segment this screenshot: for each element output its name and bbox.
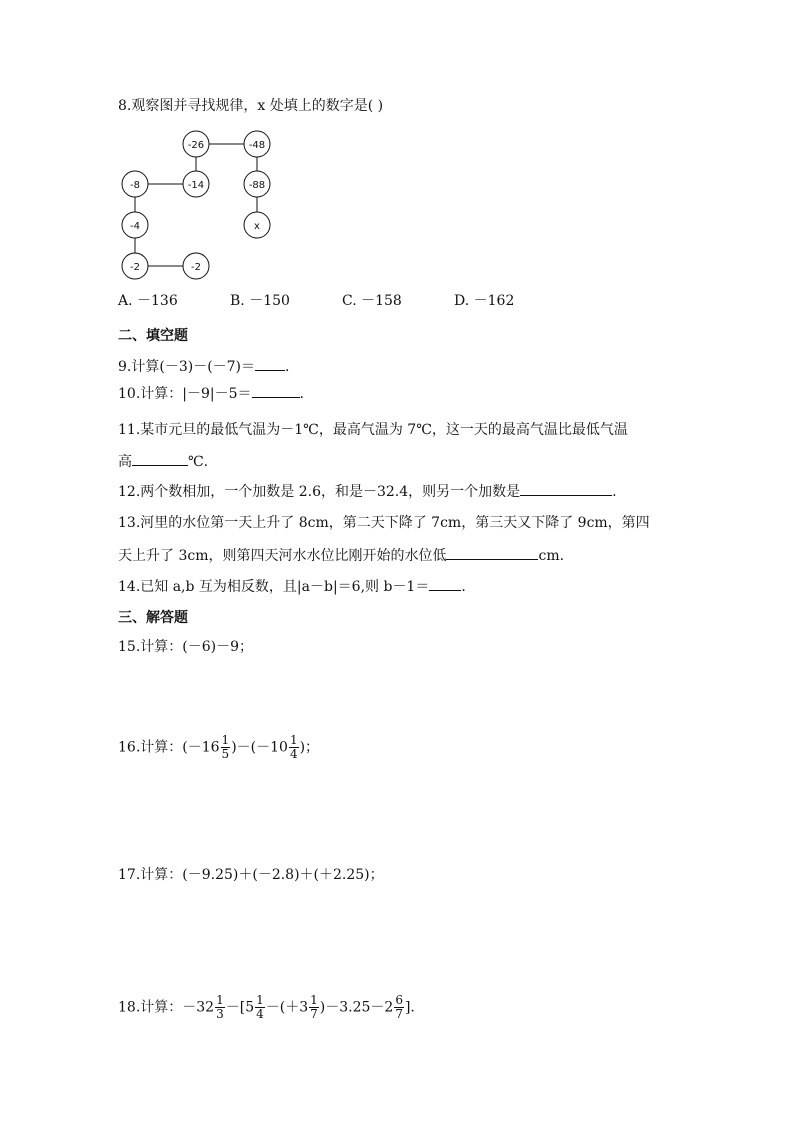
node-label: -8 (130, 180, 140, 191)
q9-end: . (285, 359, 290, 375)
fraction (215, 994, 225, 1021)
q11-end: ℃. (188, 454, 209, 470)
node-label: -4 (130, 221, 140, 232)
node-label: -26 (187, 140, 205, 151)
node-label: x (254, 221, 260, 232)
q18-part: －(＋3 (265, 999, 309, 1016)
option-a: A. －136 (118, 293, 178, 309)
fraction (309, 994, 319, 1021)
option-d: D. －162 (454, 293, 515, 309)
fraction (289, 734, 299, 761)
fraction-numerator: 1 (221, 733, 230, 747)
option-c: C. －158 (342, 293, 402, 309)
fraction-denominator: 3 (216, 1007, 224, 1021)
fraction-numerator: 1 (216, 993, 224, 1007)
node-label: -48 (248, 140, 266, 151)
q14 (118, 576, 466, 597)
fraction-denominator: 7 (310, 1007, 318, 1021)
q13-line2 (118, 545, 564, 566)
q18-part: ]. (404, 999, 415, 1016)
q11-line2 (118, 451, 208, 472)
q18-part: )－3.25－2 (319, 999, 394, 1016)
q14-end: . (461, 579, 466, 595)
q18-part: 18.计算：－32 (118, 999, 215, 1016)
q12-end: . (612, 484, 617, 500)
q10 (118, 383, 304, 404)
pattern-diagram (112, 126, 292, 286)
answer-blank (446, 545, 538, 560)
node-label: -2 (191, 262, 201, 273)
q12 (118, 481, 617, 502)
q12-text: 12.两个数相加，一个加数是 2.6，和是－32.4，则另一个加数是 (118, 484, 521, 500)
node-label: -88 (248, 180, 266, 191)
q16-part: 16.计算：(－16 (118, 739, 220, 756)
answer-blank (429, 576, 461, 591)
node-label: -14 (187, 180, 205, 191)
fraction-denominator: 4 (289, 747, 298, 761)
section-title-solve: 三、解答题 (118, 610, 188, 626)
fraction-denominator: 7 (395, 1007, 403, 1021)
q18-part: －[5 (225, 999, 255, 1016)
q16-part: )； (299, 739, 320, 756)
q13-text: 天上升了 3cm，则第四天河水水位比刚开始的水位低 (118, 548, 447, 564)
q14-text: 14.已知 a,b 互为相反数，且|a－b|＝6,则 b－1＝ (118, 579, 430, 595)
answer-blank (255, 356, 285, 371)
fraction-denominator: 5 (221, 747, 230, 761)
q17: 17.计算：(－9.25)＋(－2.8)＋(＋2.25)； (118, 867, 384, 883)
fraction-numerator: 1 (289, 733, 298, 747)
option-b: B. －150 (230, 293, 290, 309)
q8-stem: 8.观察图并寻找规律，x 处填上的数字是( ) (118, 98, 384, 114)
fraction-denominator: 4 (256, 1007, 264, 1021)
q11-line1: 11.某市元旦的最低气温为－1℃，最高气温为 7℃，这一天的最高气温比最低气温 (118, 422, 628, 438)
fraction (394, 994, 404, 1021)
q11-text: 高 (118, 454, 132, 470)
q16 (118, 734, 319, 761)
fraction (221, 734, 231, 761)
fraction-numerator: 6 (395, 993, 403, 1007)
fraction-numerator: 1 (256, 993, 264, 1007)
q9-text: 9.计算(－3)－(－7)＝ (118, 359, 256, 375)
q16-part: )－(－10 (231, 739, 288, 756)
q15: 15.计算：(－6)－9； (118, 639, 254, 655)
section-title-fill-in: 二、填空题 (118, 328, 188, 344)
node-label: -2 (130, 262, 140, 273)
q10-text: 10.计算：|－9|－5＝ (118, 386, 252, 402)
answer-blank (252, 383, 300, 398)
q9 (118, 356, 289, 377)
fraction (255, 994, 265, 1021)
q18 (118, 994, 415, 1021)
q10-end: . (299, 386, 304, 402)
q13-line1: 13.河里的水位第一天上升了 8cm，第二天下降了 7cm，第三天又下降了 9cm，第四 (118, 515, 650, 531)
answer-blank (520, 481, 612, 496)
answer-blank (132, 451, 188, 466)
fraction-numerator: 1 (310, 993, 318, 1007)
q13-end: cm. (538, 548, 565, 564)
